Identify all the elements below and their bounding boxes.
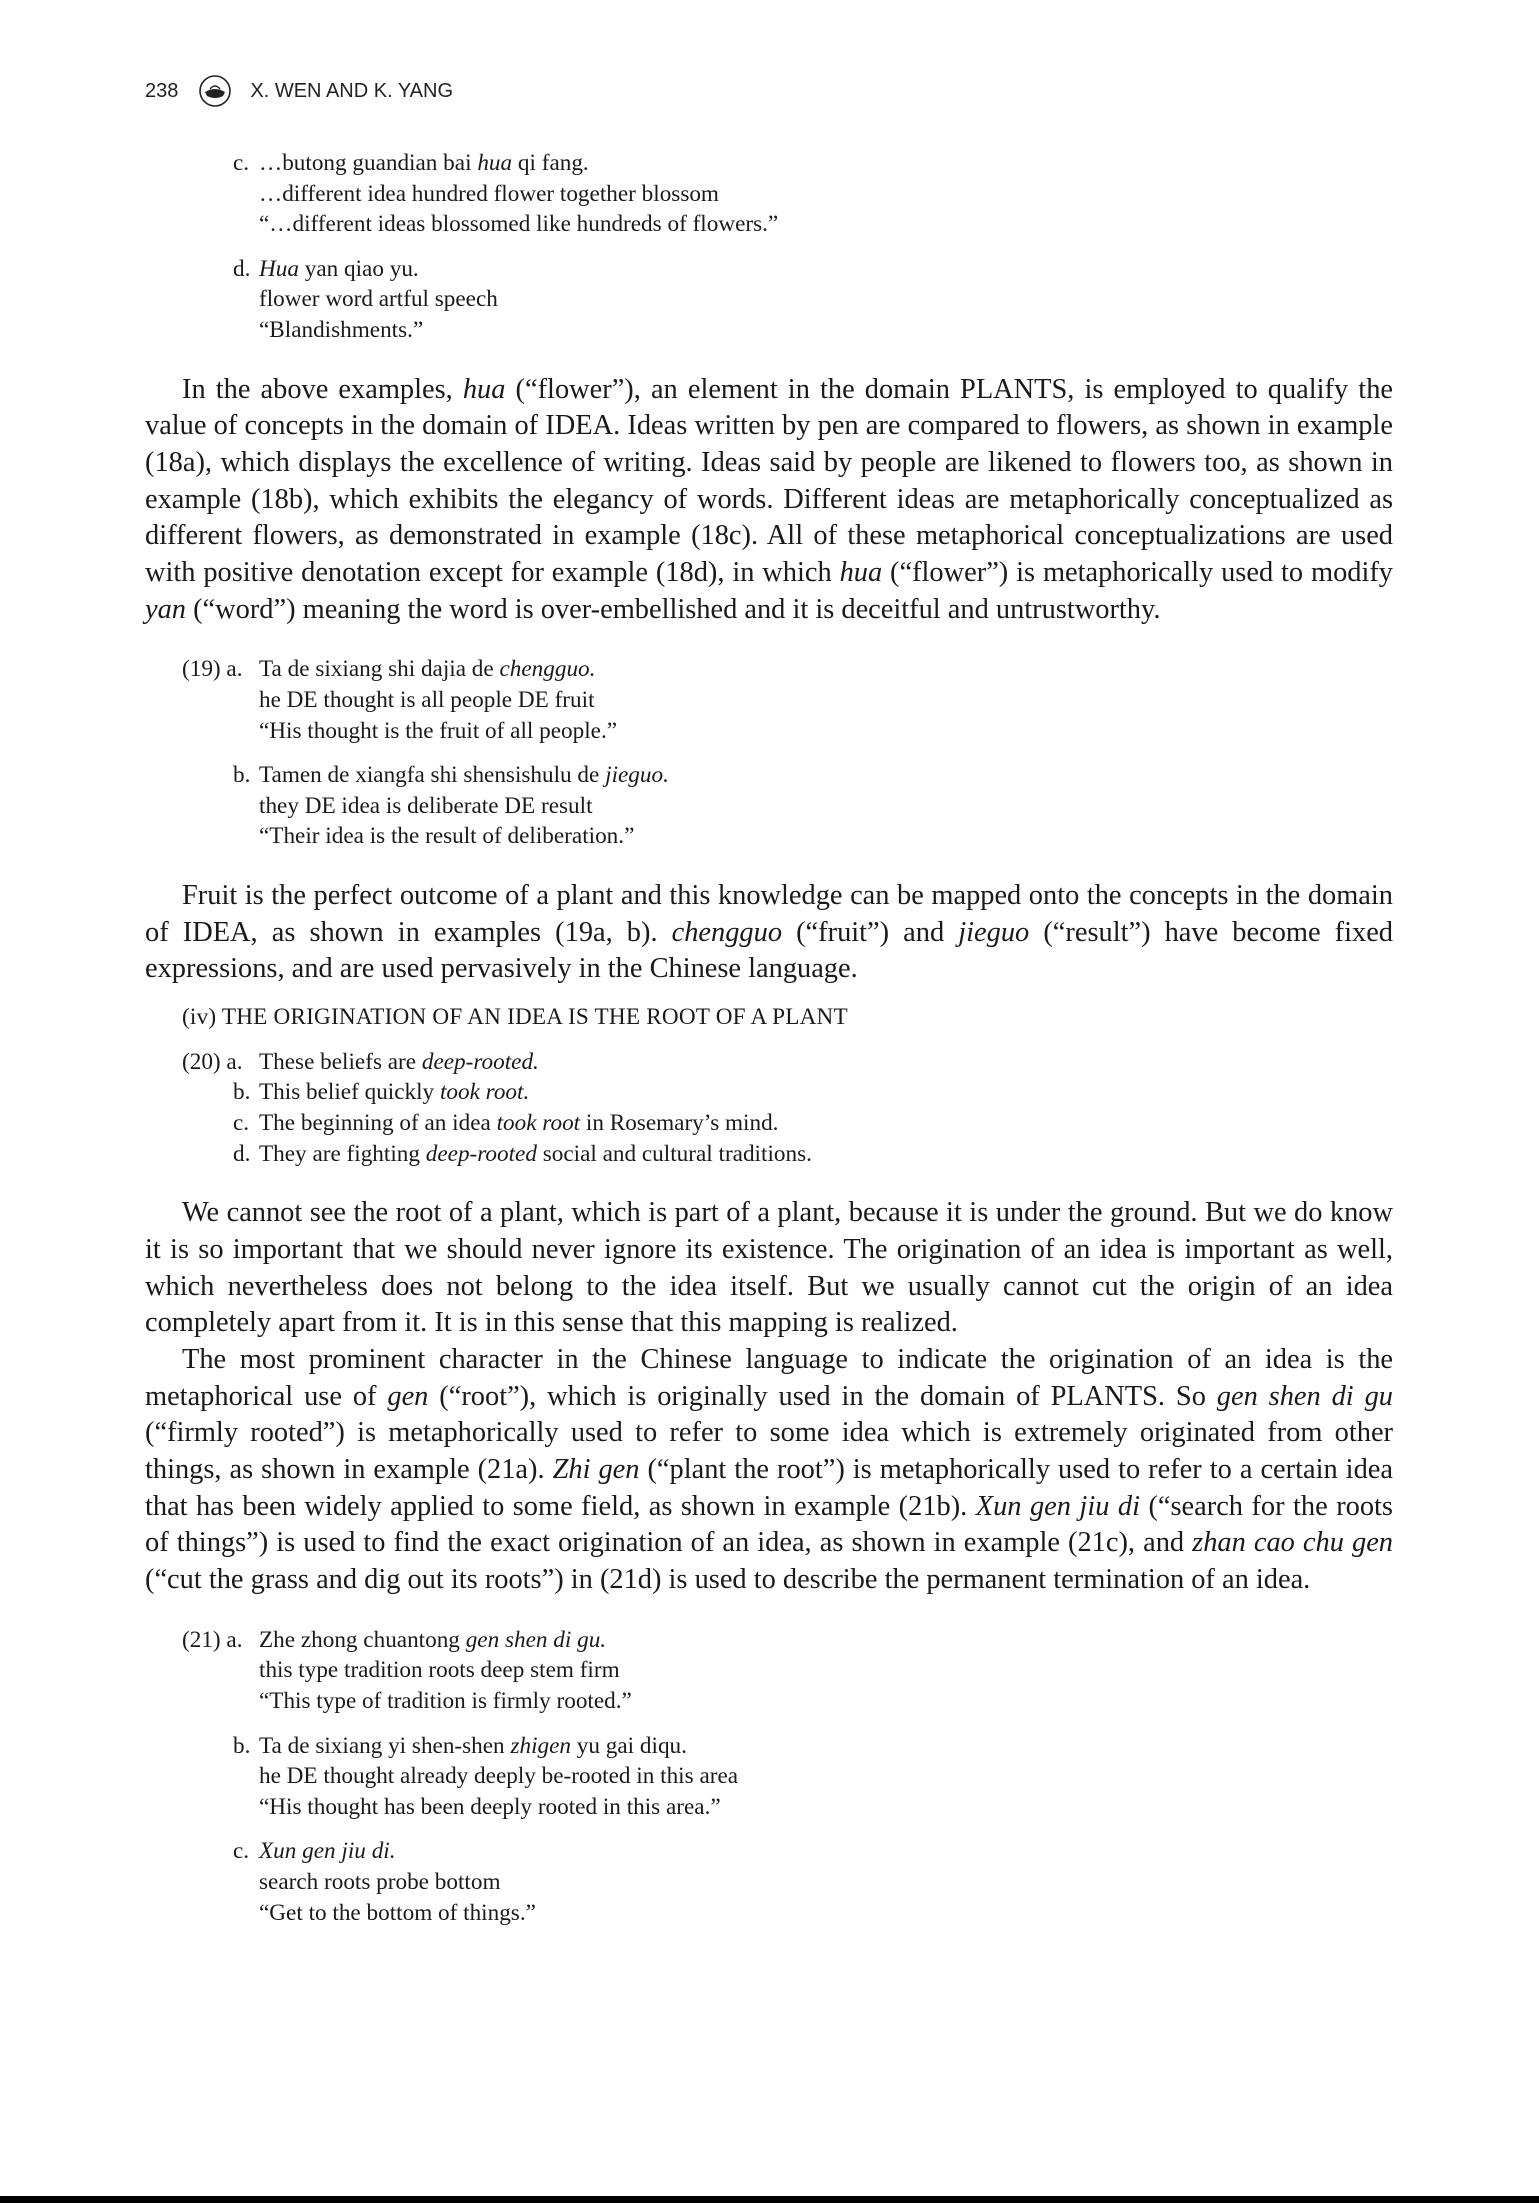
example-20 [145, 1047, 1393, 1169]
running-authors: X. WEN AND K. YANG [250, 79, 454, 102]
example-translation-line: “Blandishments.” [259, 316, 424, 343]
example-21a [145, 1625, 1393, 1717]
example-number: (20) a. [182, 1048, 243, 1075]
example-translation-line: “His thought has been deeply rooted in this area.” [259, 1793, 721, 1820]
example-label: b. [233, 762, 251, 789]
example-19 [145, 654, 1393, 852]
example-20d: d. They are fighting deep-rooted social and cultural traditions. [145, 1139, 1393, 1170]
page-body [145, 148, 1393, 1928]
example-label: c. [233, 1109, 250, 1136]
example-source-line: Hua yan qiao yu. [259, 255, 419, 282]
example-gloss-line: search roots probe bottom [259, 1869, 501, 1896]
page-bottom-rule [0, 2196, 1539, 2203]
page-number: 238 [145, 79, 179, 102]
example-translation-line: “Get to the bottom of things.” [259, 1899, 536, 1926]
example-20b: b. This belief quickly took root. [145, 1077, 1393, 1108]
example-translation-line: “This type of tradition is firmly rooted.” [259, 1688, 632, 1715]
example-21b [145, 1731, 1393, 1823]
section-heading-iv: (iv) THE ORIGINATION OF AN IDEA IS THE ROOT OF A PLANT [182, 1004, 848, 1031]
example-label: c. [233, 1838, 250, 1865]
example-gloss-line: flower word artful speech [259, 286, 498, 313]
example-18d [145, 254, 1393, 346]
example-20c: c. The beginning of an idea took root in Rosemary’s mind. [145, 1108, 1393, 1139]
example-label: b. [233, 1732, 251, 1759]
body-paragraph: In the above examples, hua (“flower”), an element in the domain PLANTS, is employed to qualify the value of concepts in the domain of IDEA. Ideas written by pen are compared to flowers, as shown in example (18a), which displays the excellence of writing. Ideas said by people are likened to flowers too, as shown in example (18b), which exhibits the elegancy of words. Different ideas are metaphorically conceptualized as different flowers, as demonstrated in example (18c). All of these metaphorical conceptualizations are used with positive denotation except for example (18d), in which hua (“flower”) is metaphorically used to modify yan (“word”) meaning the word is over-embellished and it is deceitful and untrustworthy. [145, 373, 1393, 625]
example-number: (19) a. [182, 656, 243, 683]
example-gloss-line: …different idea hundred flower together blossom [259, 180, 719, 207]
journal-logo-icon [198, 74, 232, 108]
body-paragraph: The most prominent character in the Chinese language to indicate the origination of an idea is the metaphorical use of gen (“root”), which is originally used in the domain of PLANTS. So gen shen di gu (“firmly rooted”) is metaphorically used to refer to some idea which is extremely originated from other things, as shown in example (21a). Zhi gen (“plant the root”) is metaphorically used to refer to a certain idea that has been widely applied to some field, as shown in example (21b). Xun gen jiu di (“search for the roots of things”) is used to find the exact origination of an idea, as shown in example (21c), and zhan cao chu gen (“cut the grass and dig out its roots”) in (21d) is used to describe the permanent termination of an idea. [145, 1343, 1393, 1596]
example-18c [145, 148, 1393, 240]
example-21c [145, 1836, 1393, 1928]
example-translation-line: “…different ideas blossomed like hundreds of flowers.” [259, 211, 779, 238]
example-number: (21) a. [182, 1626, 243, 1653]
example-label: d. [233, 1140, 251, 1167]
example-translation-line: “Their idea is the result of deliberation.” [259, 823, 635, 850]
example-label: d. [233, 255, 251, 282]
example-gloss-line: this type tradition roots deep stem firm [259, 1657, 620, 1684]
example-source-line: Xun gen jiu di. [259, 1838, 396, 1865]
body-paragraph: We cannot see the root of a plant, which is part of a plant, because it is under the ground. But we do know it is so important that we should never ignore its existence. The origination of an idea is important as well, which nevertheless does not belong to the idea itself. But we usually cannot cut the origin of an idea completely apart from it. It is in this sense that this mapping is realized. [145, 1197, 1393, 1339]
example-21 [145, 1625, 1393, 1928]
example-label: b. [233, 1079, 251, 1106]
example-source-line: Ta de sixiang shi dajia de chengguo. [259, 656, 596, 683]
example-18 [145, 148, 1393, 346]
example-gloss-line: they DE idea is deliberate DE result [259, 792, 593, 819]
example-source-line: Ta de sixiang yi shen-shen zhigen yu gai diqu. [259, 1732, 687, 1759]
running-header [145, 76, 453, 106]
example-label: c. [233, 150, 250, 176]
body-paragraph: Fruit is the perfect outcome of a plant and this knowledge can be mapped onto the concepts in the domain of IDEA, as shown in examples (19a, b). chengguo (“fruit”) and jieguo (“result”) have become fixed expressions, and are used pervasively in the Chinese language. [145, 880, 1393, 985]
example-translation-line: “His thought is the fruit of all people.” [259, 717, 618, 744]
example-20a: (20) a. These beliefs are deep-rooted. [145, 1047, 1393, 1078]
example-gloss-line: he DE thought already deeply be-rooted in this area [259, 1763, 739, 1790]
example-19b [145, 760, 1393, 852]
example-source-line: Zhe zhong chuantong gen shen di gu. [259, 1626, 607, 1653]
example-19a [145, 654, 1393, 746]
example-gloss-line: he DE thought is all people DE fruit [259, 687, 595, 714]
example-source-line: …butong guandian bai hua qi fang. [259, 150, 589, 176]
example-source-line: Tamen de xiangfa shi shensishulu de jieguo. [259, 762, 669, 789]
